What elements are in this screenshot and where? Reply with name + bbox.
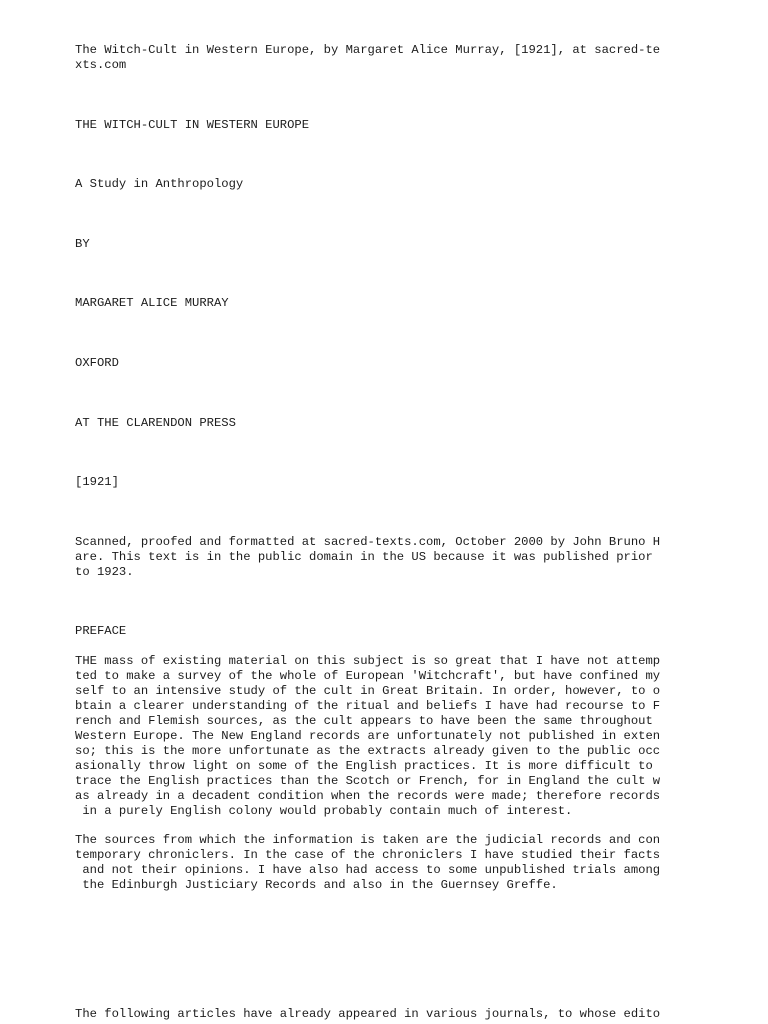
preface-p1-line: in a purely English colony would probably contain much of interest. [75,804,573,818]
preface-p1-line: Western Europe. The New England records are unfortunately not published in exten [75,729,661,743]
preface-p3-line: The following articles have already appeared in various journals, to whose edito [75,1007,661,1021]
preface-p1-line: ted to make a survey of the whole of European 'Witchcraft', but have confined my [75,669,661,683]
preface-p1-line: so; this is the more unfortunate as the extracts already given to the public occ [75,744,661,758]
author-name: MARGARET ALICE MURRAY [75,296,229,310]
scan-note-line-2: are. This text is in the public domain in the US because it was published prior [75,550,653,564]
publication-place: OXFORD [75,356,119,370]
preface-p1-line: trace the English practices than the Scotch or French, for in England the cult w [75,774,661,788]
preface-p2-line: the Edinburgh Justiciary Records and also in the Guernsey Greffe. [75,878,558,892]
book-subtitle: A Study in Anthropology [75,177,244,191]
scan-note-line-1: Scanned, proofed and formatted at sacred-texts.com, October 2000 by John Bruno H [75,535,661,549]
preface-p1-line: as already in a decadent condition when the records were made; therefore records [75,789,661,803]
publisher-name: AT THE CLARENDON PRESS [75,416,236,430]
preface-p2-line: and not their opinions. I have also had access to some unpublished trials among [75,863,661,877]
preface-p1-line: btain a clearer understanding of the ritual and beliefs I have had recourse to F [75,699,661,713]
book-title: THE WITCH-CULT IN WESTERN EUROPE [75,118,310,132]
publication-year: [1921] [75,475,119,489]
preface-p2-line: The sources from which the information is taken are the judicial records and con [75,833,661,847]
preface-p2-line: temporary chroniclers. In the case of the chroniclers I have studied their facts [75,848,661,862]
byline-label: BY [75,237,90,251]
scan-note-line-3: to 1923. [75,565,134,579]
header-line-2: xts.com [75,58,127,72]
header-line-1: The Witch-Cult in Western Europe, by Margaret Alice Murray, [1921], at sacred-te [75,43,661,57]
preface-p1-line: asionally throw light on some of the English practices. It is more difficult to [75,759,653,773]
preface-heading: PREFACE [75,624,127,638]
preface-p1-line: rench and Flemish sources, as the cult appears to have been the same throughout [75,714,653,728]
preface-p1-line: self to an intensive study of the cult in Great Britain. In order, however, to o [75,684,661,698]
preface-p1-line: THE mass of existing material on this subject is so great that I have not attemp [75,654,661,668]
